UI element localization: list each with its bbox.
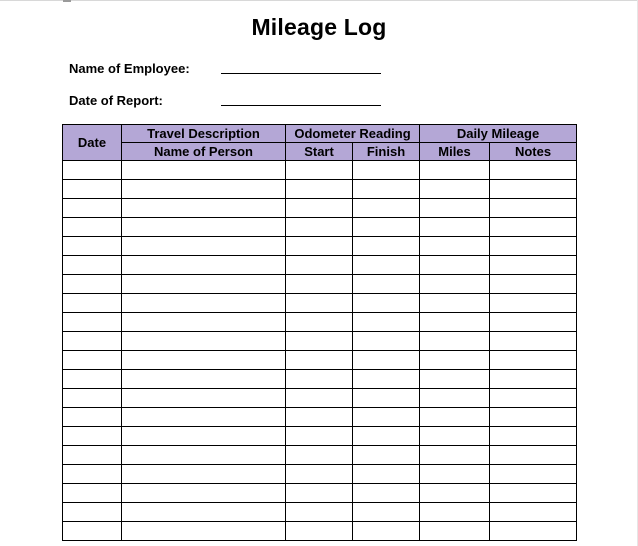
cell-finish[interactable] [353, 503, 420, 522]
table-row [63, 161, 577, 180]
cell-miles[interactable] [420, 237, 490, 256]
cell-miles[interactable] [420, 446, 490, 465]
cell-start[interactable] [286, 237, 353, 256]
header-start: Start [286, 143, 353, 161]
cell-miles[interactable] [420, 332, 490, 351]
cell-date[interactable] [63, 465, 122, 484]
cell-date[interactable] [63, 237, 122, 256]
employee-name-field [69, 61, 381, 76]
cell-name-of-person[interactable] [122, 408, 286, 427]
cell-finish[interactable] [353, 484, 420, 503]
cell-miles[interactable] [420, 389, 490, 408]
cell-start[interactable] [286, 465, 353, 484]
cell-miles[interactable] [420, 275, 490, 294]
cell-start[interactable] [286, 351, 353, 370]
cell-notes[interactable] [490, 484, 577, 503]
cell-start[interactable] [286, 389, 353, 408]
cell-date[interactable] [63, 294, 122, 313]
cell-notes[interactable] [490, 256, 577, 275]
cell-start[interactable] [286, 370, 353, 389]
cell-finish[interactable] [353, 218, 420, 237]
cell-miles[interactable] [420, 199, 490, 218]
cell-miles[interactable] [420, 161, 490, 180]
table-row [63, 199, 577, 218]
cell-start[interactable] [286, 484, 353, 503]
top-border-line [0, 0, 638, 1]
table-row [63, 370, 577, 389]
header-finish: Finish [353, 143, 420, 161]
table-row [63, 218, 577, 237]
employee-name-label: Name of Employee: [69, 61, 190, 76]
cell-date[interactable] [63, 332, 122, 351]
cell-date[interactable] [63, 199, 122, 218]
table-row [63, 351, 577, 370]
table-body [63, 161, 577, 541]
cell-finish[interactable] [353, 275, 420, 294]
cell-start[interactable] [286, 180, 353, 199]
header-odometer-reading: Odometer Reading [286, 125, 420, 143]
cell-start[interactable] [286, 408, 353, 427]
cell-finish[interactable] [353, 465, 420, 484]
cell-miles[interactable] [420, 370, 490, 389]
cell-miles[interactable] [420, 294, 490, 313]
cell-start[interactable] [286, 256, 353, 275]
cell-start[interactable] [286, 313, 353, 332]
cell-start[interactable] [286, 161, 353, 180]
header-daily-mileage: Daily Mileage [420, 125, 577, 143]
cell-name-of-person[interactable] [122, 199, 286, 218]
cell-notes[interactable] [490, 370, 577, 389]
cell-date[interactable] [63, 256, 122, 275]
cell-name-of-person[interactable] [122, 332, 286, 351]
cell-finish[interactable] [353, 332, 420, 351]
cell-start[interactable] [286, 275, 353, 294]
cell-date[interactable] [63, 389, 122, 408]
cell-start[interactable] [286, 503, 353, 522]
mileage-log-table [62, 124, 577, 541]
cell-miles[interactable] [420, 313, 490, 332]
cell-notes[interactable] [490, 351, 577, 370]
table-row [63, 389, 577, 408]
cell-name-of-person[interactable] [122, 446, 286, 465]
cell-start[interactable] [286, 218, 353, 237]
table-row [63, 522, 577, 541]
cell-notes[interactable] [490, 503, 577, 522]
cell-name-of-person[interactable] [122, 465, 286, 484]
table-header-row-top [63, 125, 577, 143]
cell-name-of-person[interactable] [122, 503, 286, 522]
cell-start[interactable] [286, 522, 353, 541]
cell-miles[interactable] [420, 522, 490, 541]
cell-start[interactable] [286, 294, 353, 313]
cell-finish[interactable] [353, 161, 420, 180]
cell-name-of-person[interactable] [122, 351, 286, 370]
cell-miles[interactable] [420, 484, 490, 503]
table-header-row-sub [63, 143, 577, 161]
cell-name-of-person[interactable] [122, 161, 286, 180]
table-row [63, 465, 577, 484]
cell-miles[interactable] [420, 503, 490, 522]
employee-name-blank[interactable] [221, 61, 381, 74]
cell-notes[interactable] [490, 294, 577, 313]
report-date-field [69, 93, 381, 108]
cell-name-of-person[interactable] [122, 180, 286, 199]
cell-notes[interactable] [490, 237, 577, 256]
cell-miles[interactable] [420, 427, 490, 446]
report-date-label: Date of Report: [69, 93, 163, 108]
cell-date[interactable] [63, 275, 122, 294]
cell-name-of-person[interactable] [122, 275, 286, 294]
cell-finish[interactable] [353, 427, 420, 446]
table-row [63, 256, 577, 275]
cell-date[interactable] [63, 427, 122, 446]
cell-notes[interactable] [490, 275, 577, 294]
table-row [63, 427, 577, 446]
cell-notes[interactable] [490, 218, 577, 237]
cell-miles[interactable] [420, 465, 490, 484]
cell-start[interactable] [286, 446, 353, 465]
cell-date[interactable] [63, 446, 122, 465]
document-title: Mileage Log [251, 14, 387, 40]
cell-date[interactable] [63, 180, 122, 199]
cell-miles[interactable] [420, 256, 490, 275]
cell-date[interactable] [63, 408, 122, 427]
cell-finish[interactable] [353, 351, 420, 370]
table-row [63, 484, 577, 503]
cell-notes[interactable] [490, 389, 577, 408]
cell-name-of-person[interactable] [122, 256, 286, 275]
cell-start[interactable] [286, 199, 353, 218]
cell-notes[interactable] [490, 313, 577, 332]
cell-date[interactable] [63, 484, 122, 503]
cell-notes[interactable] [490, 465, 577, 484]
cell-date[interactable] [63, 522, 122, 541]
cell-miles[interactable] [420, 408, 490, 427]
cell-finish[interactable] [353, 237, 420, 256]
cell-date[interactable] [63, 218, 122, 237]
header-date: Date [63, 125, 122, 161]
header-travel-description: Travel Description [122, 125, 286, 143]
cell-date[interactable] [63, 370, 122, 389]
cell-notes[interactable] [490, 332, 577, 351]
cell-miles[interactable] [420, 351, 490, 370]
cell-notes[interactable] [490, 161, 577, 180]
cell-finish[interactable] [353, 408, 420, 427]
cell-date[interactable] [63, 351, 122, 370]
top-edge-mark [63, 0, 71, 2]
cell-notes[interactable] [490, 180, 577, 199]
cell-miles[interactable] [420, 218, 490, 237]
cell-date[interactable] [63, 161, 122, 180]
cell-name-of-person[interactable] [122, 427, 286, 446]
cell-notes[interactable] [490, 408, 577, 427]
cell-notes[interactable] [490, 199, 577, 218]
cell-finish[interactable] [353, 294, 420, 313]
cell-finish[interactable] [353, 180, 420, 199]
cell-finish[interactable] [353, 313, 420, 332]
cell-name-of-person[interactable] [122, 389, 286, 408]
cell-start[interactable] [286, 427, 353, 446]
table-row [63, 294, 577, 313]
table-row [63, 180, 577, 199]
report-date-blank[interactable] [221, 93, 381, 106]
cell-name-of-person[interactable] [122, 218, 286, 237]
table-row [63, 313, 577, 332]
table-row [63, 275, 577, 294]
header-notes: Notes [490, 143, 577, 161]
cell-name-of-person[interactable] [122, 294, 286, 313]
cell-date[interactable] [63, 503, 122, 522]
cell-finish[interactable] [353, 389, 420, 408]
table-row [63, 408, 577, 427]
header-miles: Miles [420, 143, 490, 161]
cell-finish[interactable] [353, 370, 420, 389]
cell-notes[interactable] [490, 446, 577, 465]
cell-start[interactable] [286, 332, 353, 351]
cell-name-of-person[interactable] [122, 237, 286, 256]
header-name-of-person: Name of Person [122, 143, 286, 161]
table-row [63, 446, 577, 465]
cell-name-of-person[interactable] [122, 313, 286, 332]
cell-name-of-person[interactable] [122, 484, 286, 503]
cell-notes[interactable] [490, 427, 577, 446]
cell-finish[interactable] [353, 446, 420, 465]
table-row [63, 332, 577, 351]
cell-name-of-person[interactable] [122, 370, 286, 389]
cell-notes[interactable] [490, 522, 577, 541]
cell-date[interactable] [63, 313, 122, 332]
cell-finish[interactable] [353, 199, 420, 218]
cell-finish[interactable] [353, 522, 420, 541]
table-row [63, 237, 577, 256]
cell-miles[interactable] [420, 180, 490, 199]
table-row [63, 503, 577, 522]
cell-name-of-person[interactable] [122, 522, 286, 541]
cell-finish[interactable] [353, 256, 420, 275]
